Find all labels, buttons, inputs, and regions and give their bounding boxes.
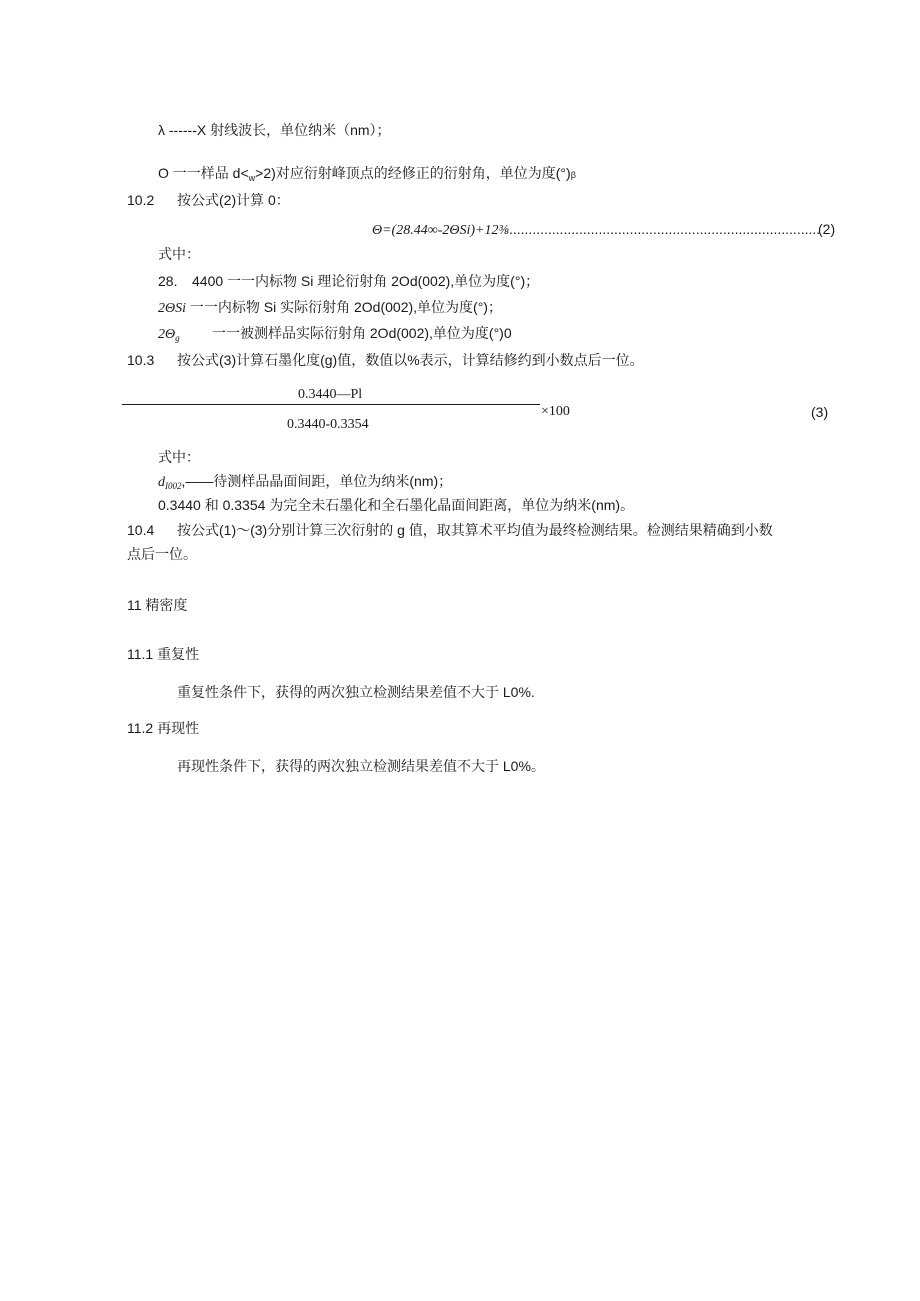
def-2og <box>158 324 512 344</box>
theta-definition-subscript: w <box>248 173 256 183</box>
section-text: 按公式(1)～(3)分别计算三次衍射的 g 值，取其算术平均值为最终检测结果。检测结果精确到小数 <box>177 522 773 538</box>
section-11-2-text: 再现性条件下，获得的两次独立检测结果差值不大于 L0%。 <box>177 758 545 774</box>
where-label-1: 式中： <box>158 246 200 262</box>
def-d1002-symbol: d <box>158 475 165 490</box>
fraction-numerator: 0.3440—Pl <box>298 387 363 402</box>
where-label-2: 式中： <box>158 449 200 465</box>
section-10-2 <box>127 191 290 209</box>
formula-2-label: (2) <box>818 221 836 237</box>
formula-3-label: (3) <box>811 404 829 420</box>
section-11-title: 11 精密度 <box>127 597 188 613</box>
section-10-4 <box>127 521 773 539</box>
formula-2 <box>372 220 820 240</box>
lambda-definition: λ ------X 射线波长，单位纳米（nm）； <box>158 122 391 138</box>
theta-definition-tail: β <box>570 170 576 180</box>
section-number: 10.2 <box>127 192 155 208</box>
section-number: 10.3 <box>127 352 155 368</box>
section-10-4-continuation: 点后一位。 <box>127 546 197 562</box>
def-2og-symbol: 2Θ <box>158 327 176 342</box>
def-28-text: 4400 一一内标物 Si 理论衍射角 2Od(002),单位为度(°)； <box>192 273 540 289</box>
formula-2-expression: Θ=(28.44∞-2ΘSi)+12⅜ <box>372 223 509 238</box>
def-d1002 <box>158 472 452 492</box>
def-2og-text: 一一被测样品实际衍射角 2Od(002),单位为度(°)0 <box>212 325 512 341</box>
def-2osi-symbol: 2ΘSi <box>158 301 186 316</box>
theta-definition-text-b: >2)对应衍射峰顶点的经修正的衍射角，单位为度(°) <box>255 165 571 181</box>
fraction-denominator: 0.3440-0.3354 <box>287 417 369 432</box>
section-11-2-title: 11.2 再现性 <box>127 720 200 736</box>
def-2og-subscript: g <box>175 333 180 343</box>
def-2osi <box>158 298 502 318</box>
def-28-number: 28. <box>158 273 178 289</box>
section-text: 按公式(2)计算 0： <box>177 192 290 208</box>
section-number: 10.4 <box>127 522 155 538</box>
section-11-1-text: 重复性条件下，获得的两次独立检测结果差值不大于 L0%. <box>177 684 535 700</box>
theta-definition <box>158 164 576 184</box>
fraction-multiplier: ×100 <box>541 404 570 419</box>
theta-definition-text-a: O 一一样品 d< <box>158 165 249 181</box>
section-text: 按公式(3)计算石墨化度(g)值，数值以%表示，计算结修约到小数点后一位。 <box>177 352 644 368</box>
section-11-1-title: 11.1 重复性 <box>127 646 200 662</box>
def-28-4400 <box>158 272 539 290</box>
section-10-3 <box>127 351 644 369</box>
formula-2-leader-dots: ................................................................................ <box>508 221 821 237</box>
def-d1002-text: ,——待测样品晶面间距，单位为纳米(nm)； <box>181 473 453 489</box>
fraction-bar <box>122 404 540 405</box>
constants-definition: 0.3440 和 0.3354 为完全未石墨化和全石墨化晶面间距离，单位为纳米(nm)。 <box>158 497 635 513</box>
def-2osi-text: 一一内标物 Si 实际衍射角 2Od(002),单位为度(°)； <box>189 299 502 315</box>
def-d1002-subscript: I002 <box>165 481 182 491</box>
